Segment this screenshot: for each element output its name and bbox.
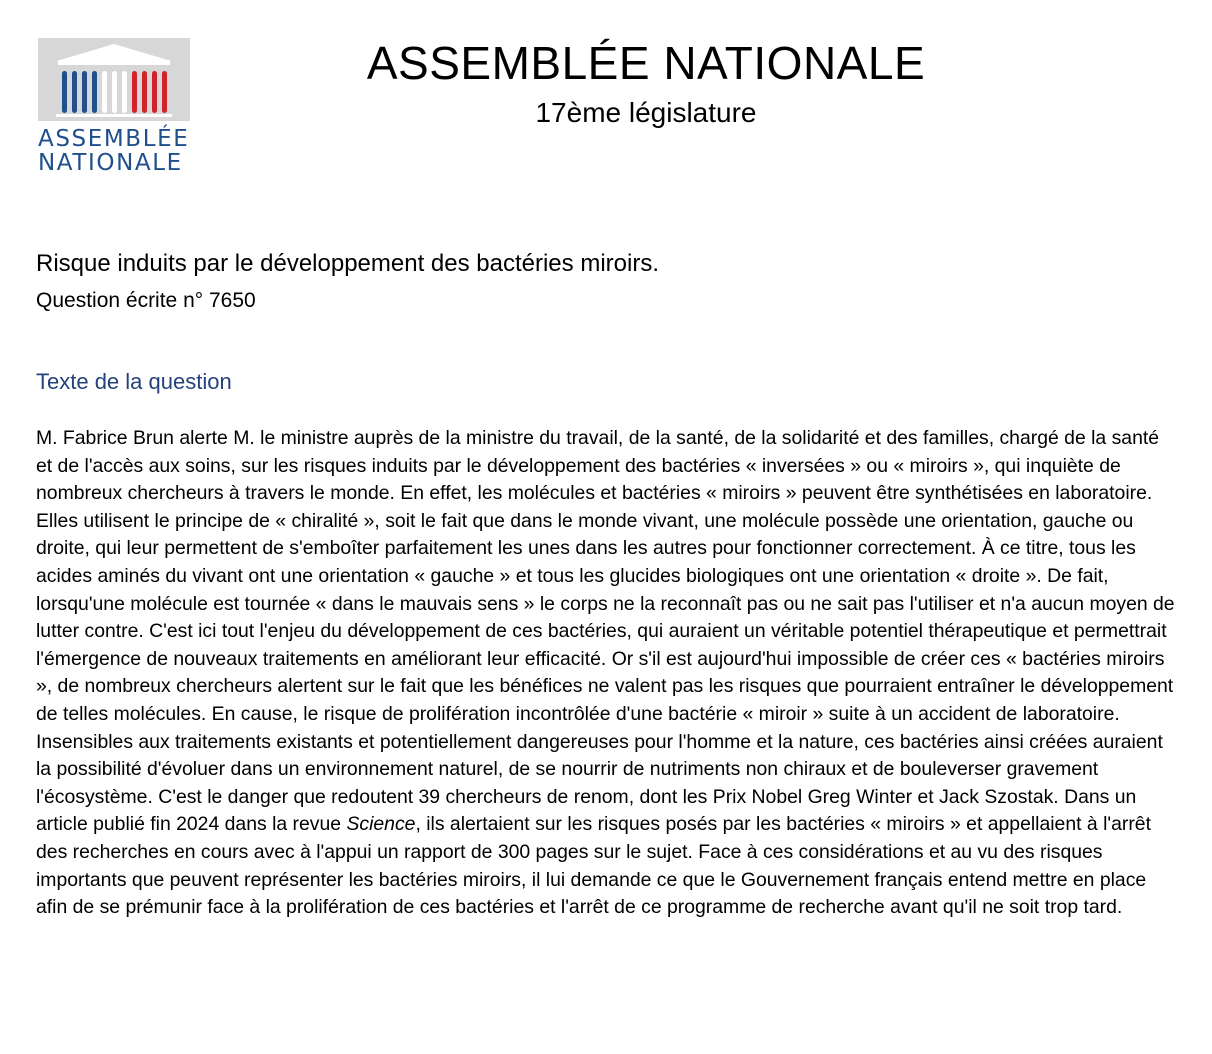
question-title: Risque induits par le développement des bactéries miroirs. [36, 250, 659, 277]
question-number: Question écrite n° 7650 [36, 289, 256, 312]
page-title: ASSEMBLÉE NATIONALE [366, 37, 926, 89]
legislature-subtitle: 17ème législature [535, 97, 757, 128]
logo-wordmark [38, 127, 192, 175]
question-text-part-1: M. Fabrice Brun alerte M. le ministre auprès de la ministre du travail, de la santé, de la solidarité et des familles, chargé de la santé et de l'accès aux soins, sur les risques induits par le développement des bactéries « inversées » ou « miroirs », qui inquiète de nombreux chercheurs à travers le monde. En effet, les molécules et bactéries « miroirs » peuvent être synthétisées en laboratoire. Elles utilisent le principe de « chiralité », soit le fait que dans le monde vivant, une molécule possède une orientation, gauche ou droite, qui leur permettent de s'emboîter parfaitement les unes dans les autres pour fonctionner correctement. À ce titre, tous les acides aminés du vivant ont une orientation « gauche » et tous les glucides biologiques ont une orientation « droite ». De fait, lorsqu'une molécule est tournée « dans le mauvais sens » le corps ne la reconnaît pas ou ne sait pas l'utiliser et n'a aucun moyen de lutter contre. C'est ici tout l'enjeu du développement de ces bactéries, qui auraient un véritable potentiel thérapeutique et permettrait l'émergence de nouveaux traitements en améliorant leur efficacité. Or s'il est aujourd'hui impossible de créer ces « bactéries miroirs », de nombreux chercheurs alertent sur le fait que les bénéfices ne valent pas les risques que pourraient entraîner le développement de telles molécules. En cause, le risque de prolifération incontrôlée d'une bactérie « miroir » suite à un accident de laboratoire. Insensibles aux traitements existants et potentiellement dangereuses pour l'homme et la nature, ces bactéries ainsi créées auraient la possibilité d'évoluer dans un environnement naturel, de se nourrir de nutriments non chiraux et de bouleverser gravement l'écosystème. C'est le danger que redoutent 39 chercheurs de renom, dont les Prix Nobel Greg Winter et Jack Szostak. Dans un article publié fin 2024 dans la revue [36, 427, 1175, 836]
question-text-part-2: , ils alertaient sur les risques posés par les bactéries « miroirs » et appellaient à l'arrêt des recherches en cours avec à l'appui un rapport de 300 pages sur le sujet. Face à ces considérations et au vu des risques importants que peuvent représenter les bactéries miroirs, il lui demande ce que le Gouvernement français entend mettre en place afin de se prémunir face à la prolifération de ces bactéries et l'arrêt de ce programme de recherche avant qu'il ne soit trop tard. [36, 813, 1151, 919]
section-title: Texte de la question [36, 369, 232, 394]
question-text [36, 425, 1176, 922]
logo-line-1: ASSEMBLÉE [38, 126, 190, 152]
logo-line-2: NATIONALE [38, 150, 183, 176]
journal-name-science: Science [346, 813, 416, 836]
